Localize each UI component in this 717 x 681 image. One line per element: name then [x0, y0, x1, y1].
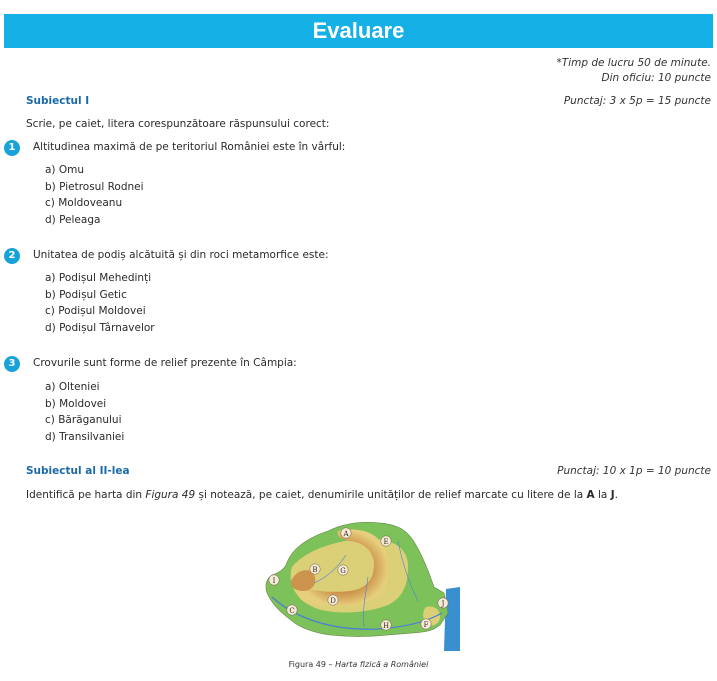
- question-number-badge: 3: [4, 356, 20, 372]
- page-title: Evaluare: [4, 14, 713, 48]
- answer-option[interactable]: a) Olteniei: [45, 381, 100, 393]
- subject1-score: Punctaj: 3 x 5p = 15 puncte: [563, 95, 711, 107]
- svg-text:C: C: [289, 606, 295, 615]
- svg-text:H: H: [382, 621, 390, 630]
- subject2-title: Subiectul al II-lea: [26, 465, 130, 477]
- marker-B: [310, 564, 320, 574]
- instruction-text: Identifică pe harta din: [26, 489, 146, 501]
- black-sea: [444, 587, 460, 651]
- instruction-text: .: [614, 489, 618, 501]
- timing-info: [557, 56, 711, 86]
- figure-label: Figura 49 –: [288, 660, 333, 669]
- svg-text:G: G: [340, 566, 346, 575]
- official-points: Din oficiu: 10 puncte: [601, 72, 711, 84]
- work-time: *Timp de lucru 50 de minute.: [556, 57, 711, 69]
- question-number-badge: 1: [4, 140, 20, 156]
- letter-from: A: [586, 489, 595, 501]
- marker-J: [438, 598, 448, 608]
- answer-option[interactable]: d) Peleaga: [45, 213, 101, 226]
- marker-I: [269, 575, 279, 585]
- answer-options: [45, 379, 124, 445]
- answer-option[interactable]: b) Pietrosul Rodnei: [45, 180, 144, 193]
- question-text: Altitudinea maximă de pe teritoriul României este în vârful:: [33, 141, 346, 153]
- question-text: Crovurile sunt forme de relief prezente în Câmpia:: [33, 357, 297, 369]
- svg-text:A: A: [343, 529, 349, 538]
- svg-text:D: D: [330, 596, 336, 605]
- marker-G: [338, 565, 348, 575]
- instruction-text: și notează, pe caiet, denumirile unităților de relief marcate cu litere de la: [195, 489, 587, 501]
- answer-option[interactable]: a) Podișul Mehedinți: [45, 272, 152, 284]
- marker-H: [381, 620, 391, 630]
- marker-D: [328, 595, 338, 605]
- subject1-instruction: Scrie, pe caiet, litera corespunzătoare răspunsului corect:: [26, 118, 330, 130]
- map-svg: [258, 517, 460, 657]
- answer-option[interactable]: b) Podișul Getic: [45, 288, 127, 301]
- marker-F: [421, 619, 431, 629]
- figure-reference: Figura 49: [145, 489, 196, 501]
- answer-options: [45, 270, 155, 336]
- marker-C: [287, 605, 297, 615]
- letter-to: J: [610, 489, 615, 501]
- answer-option[interactable]: c) Bărăganului: [45, 414, 122, 426]
- instruction-text: la: [594, 489, 611, 501]
- answer-option[interactable]: d) Podișul Târnavelor: [45, 321, 155, 334]
- svg-text:B: B: [312, 565, 318, 574]
- answer-option[interactable]: b) Moldovei: [45, 397, 107, 410]
- subject2-instruction: [26, 489, 618, 501]
- marker-A: [341, 528, 351, 538]
- marker-E: [381, 536, 391, 546]
- subject2-score: Punctaj: 10 x 1p = 10 puncte: [557, 465, 711, 477]
- answer-option[interactable]: c) Moldoveanu: [45, 197, 123, 209]
- figure-caption: [0, 660, 717, 669]
- svg-text:F: F: [423, 620, 429, 629]
- question-number-badge: 2: [4, 248, 20, 264]
- answer-option[interactable]: a) Omu: [45, 164, 85, 176]
- svg-text:J: J: [441, 599, 445, 608]
- answer-option[interactable]: c) Podișul Moldovei: [45, 305, 146, 317]
- answer-option[interactable]: d) Transilvaniei: [45, 430, 125, 443]
- answer-options: [45, 162, 144, 228]
- physical-map-romania: [258, 517, 460, 657]
- subject1-title: Subiectul I: [26, 95, 90, 107]
- figure-title: Harta fizică a României: [335, 660, 429, 669]
- svg-text:I: I: [272, 576, 276, 585]
- question-text: Unitatea de podiș alcătuită și din roci metamorfice este:: [33, 249, 329, 261]
- svg-text:E: E: [383, 537, 389, 546]
